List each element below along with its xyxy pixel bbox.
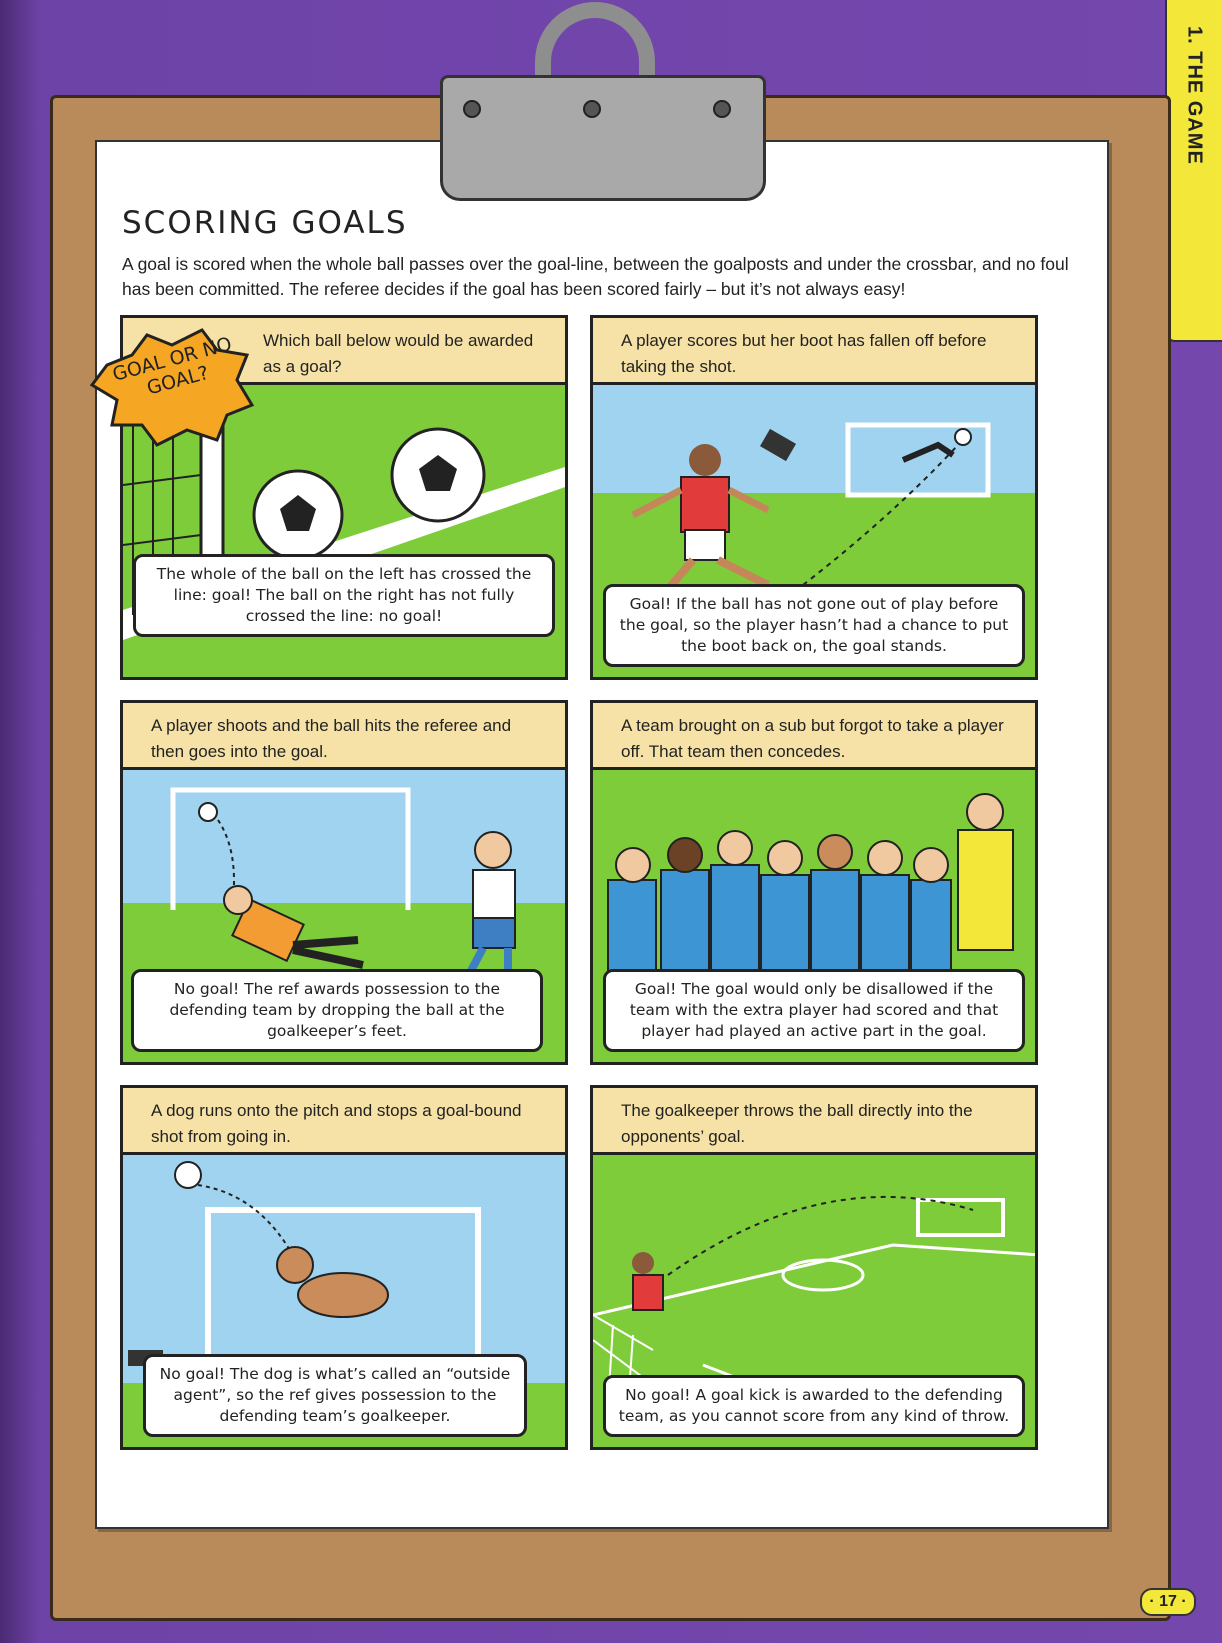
answer-bubble: Goal! If the ball has not gone out of play before the goal, so the player hasn’t had a chance to put the boot back on, the goal stands.	[603, 584, 1025, 667]
panel-5	[120, 1085, 568, 1450]
clip-rivet	[463, 100, 481, 118]
answer-bubble: No goal! The dog is what’s called an “outside agent”, so the ref gives possession to the defending team’s goalkeeper.	[143, 1354, 527, 1437]
panel-caption: A team brought on a sub but forgot to take a player off. That team then concedes.	[593, 703, 1035, 770]
boot-icon	[760, 429, 796, 461]
clip-rivet	[713, 100, 731, 118]
panel-3	[120, 700, 568, 1065]
intro-text: A goal is scored when the whole ball passes over the goal-line, between the goalposts and under the crossbar, and no foul has been committed. The referee decides if the goal has been scored fairly – but it’s not always easy!	[122, 254, 1069, 299]
page-number: · 17 ·	[1140, 1588, 1196, 1616]
clip-rivet	[583, 100, 601, 118]
answer-bubble: No goal! A goal kick is awarded to the defending team, as you cannot score from any kind of throw.	[603, 1375, 1025, 1437]
dog-icon	[298, 1273, 388, 1317]
blue-team-players	[608, 831, 951, 990]
panel-caption: A player shoots and the ball hits the referee and then goes into the goal.	[123, 703, 565, 770]
answer-bubble: No goal! The ref awards possession to the defending team by dropping the ball at the goalkeeper’s feet.	[131, 969, 543, 1052]
referee	[958, 830, 1013, 950]
answer-bubble: The whole of the ball on the left has crossed the line: goal! The ball on the right has not fully crossed the line: no goal!	[133, 554, 555, 637]
panel-4	[590, 700, 1038, 1065]
answer-bubble: Goal! The goal would only be disallowed if the team with the extra player had scored and that player had played an active part in the goal.	[603, 969, 1025, 1052]
goalkeeper	[633, 1275, 663, 1310]
panel-caption: A player scores but her boot has fallen off before taking the shot.	[593, 318, 1035, 385]
section-tab-label: 1. THE GAME	[1183, 25, 1206, 165]
panel-6	[590, 1085, 1038, 1450]
panel-caption: Which ball below would be awarded as a goal?	[123, 318, 565, 385]
panel-2	[590, 315, 1038, 680]
panel-caption: A dog runs onto the pitch and stops a goal-bound shot from going in.	[123, 1088, 565, 1155]
clipboard-clip	[440, 75, 766, 201]
panel-caption: The goalkeeper throws the ball directly into the opponents’ goal.	[593, 1088, 1035, 1155]
page-title: SCORING GOALS	[122, 205, 408, 241]
badge-label: GOAL OR NO GOAL?	[110, 332, 235, 400]
